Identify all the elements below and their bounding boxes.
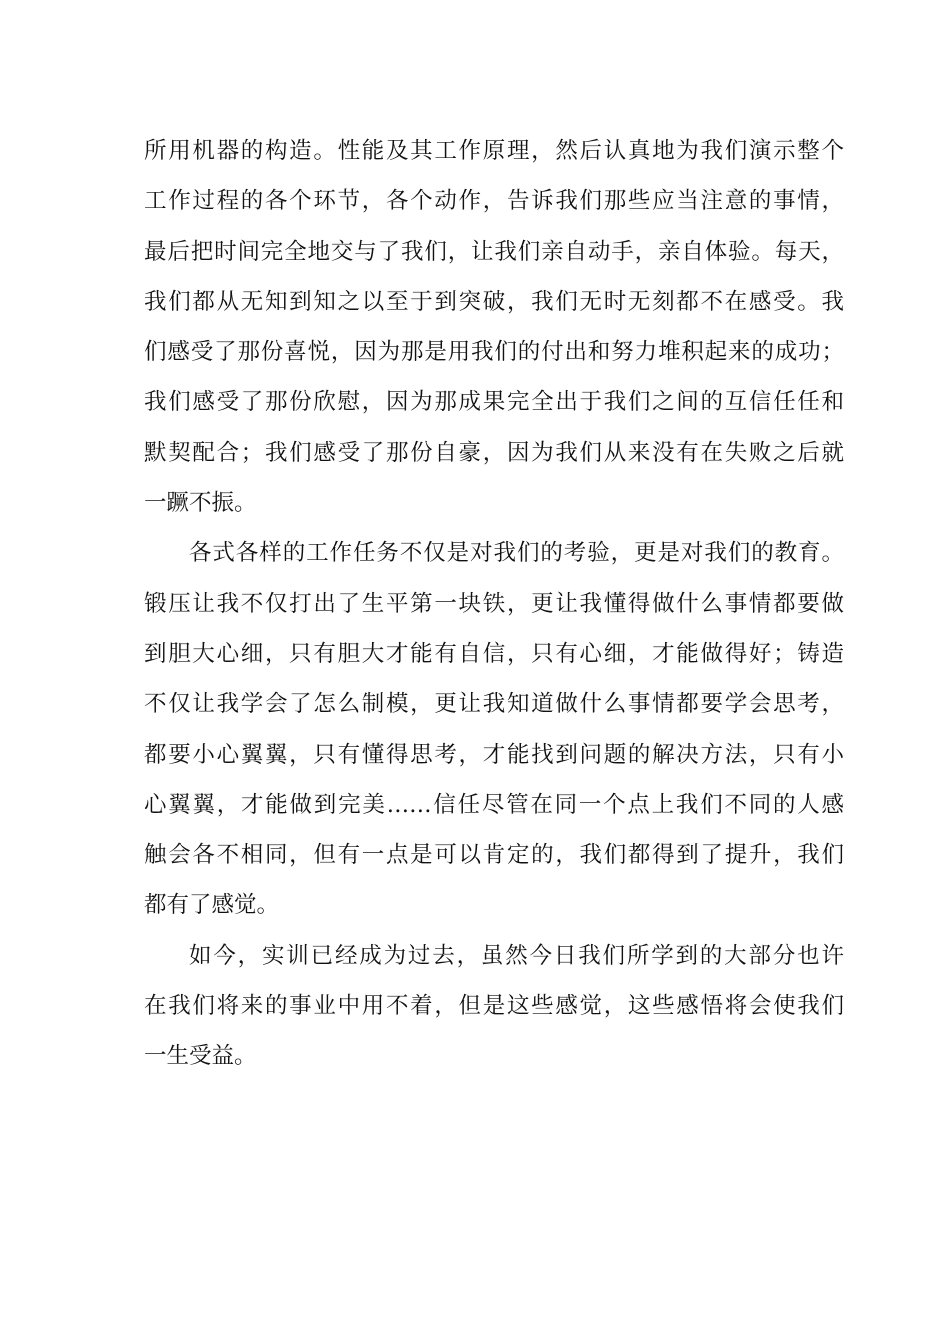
text-line: 心翼翼，才能做到完美……信任尽管在同一个点上我们不同的人感 [144, 791, 844, 818]
text-line: 到胆大心细，只有胆大才能有自信，只有心细，才能做得好；铸造 [144, 640, 844, 667]
text-line: 工作过程的各个环节，各个动作，告诉我们那些应当注意的事情， [144, 188, 844, 215]
text-line: 们感受了那份喜悦，因为那是用我们的付出和努力堆积起来的成功； [144, 339, 844, 366]
text-line: 我们感受了那份欣慰，因为那成果完全出于我们之间的互信任任和 [144, 389, 844, 416]
text-line: 一蹶不振。 [144, 490, 257, 517]
text-line: 如今，实训已经成为过去，虽然今日我们所学到的大部分也许 [189, 942, 844, 969]
text-line: 各式各样的工作任务不仅是对我们的考验，更是对我们的教育。 [189, 540, 844, 567]
paragraph-1 [144, 126, 844, 528]
text-line: 都要小心翼翼，只有懂得思考，才能找到问题的解决方法，只有小 [144, 741, 844, 768]
text-line: 最后把时间完全地交与了我们，让我们亲自动手，亲自体验。每天， [144, 238, 844, 265]
document-body [144, 126, 844, 1082]
paragraph-3 [144, 931, 844, 1082]
text-line: 不仅让我学会了怎么制模，更让我知道做什么事情都要学会思考， [144, 691, 844, 718]
text-line: 锻压让我不仅打出了生平第一块铁，更让我懂得做什么事情都要做 [144, 590, 844, 617]
paragraph-2 [144, 528, 844, 930]
text-line: 默契配合；我们感受了那份自豪，因为我们从来没有在失败之后就 [144, 439, 844, 466]
text-line: 在我们将来的事业中用不着，但是这些感觉，这些感悟将会使我们 [144, 993, 844, 1020]
text-line: 都有了感觉。 [144, 892, 280, 919]
text-line: 所用机器的构造。性能及其工作原理，然后认真地为我们演示整个 [144, 138, 844, 164]
text-line: 触会各不相同，但有一点是可以肯定的，我们都得到了提升，我们 [144, 842, 844, 869]
text-line: 我们都从无知到知之以至于到突破，我们无时无刻都不在感受。我 [144, 288, 844, 315]
text-line: 一生受益。 [144, 1043, 257, 1070]
